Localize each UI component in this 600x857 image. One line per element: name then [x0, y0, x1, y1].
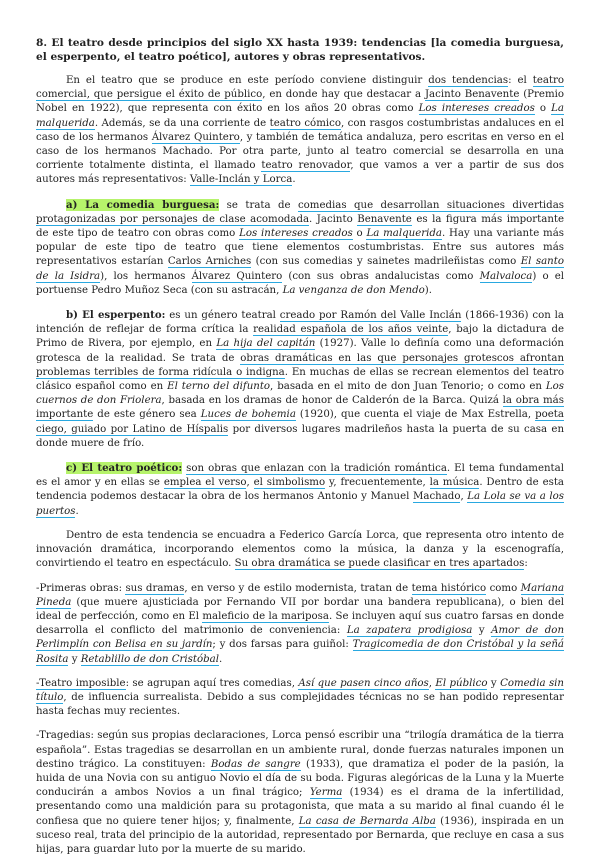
text: , que vamos a ver a partir de sus dos autores más representativos: [36, 160, 564, 186]
underlined-text: Jacinto Benavente [424, 89, 520, 101]
underlined-text: poeta ciego, guiado por Latino de Híspalis [36, 409, 564, 435]
underlined-text: teatro comercial, que persigue el éxito de público [36, 75, 565, 101]
text: es la figura más importante de este tipo de teatro con obras como [36, 213, 565, 240]
work-title: La casa de Bernarda Alba [298, 815, 436, 827]
text: por diversos lugares madrileños hasta la puerta de su casa en donde muere de frío. [36, 423, 565, 449]
underlined-text: creado por Ramón del Valle Inclán [279, 310, 462, 322]
text: . Además, se da una corriente de [94, 117, 270, 129]
text: , [246, 477, 254, 489]
underlined-text: Machado [412, 491, 461, 503]
teatro-imposible-paragraph [36, 677, 564, 720]
text: o [534, 103, 552, 115]
text: (con sus comedias y sainetes madrileñistas como [251, 256, 521, 268]
text: . Hay una variante más popular de este tipo de teatro que tiene elementos costumbristas. Entre sus autores más representativos estarían [36, 228, 564, 268]
text: ). [424, 284, 432, 296]
underlined-text: la música [429, 477, 480, 489]
work-title: La Lola se va a los puertos [36, 491, 564, 517]
primeras-obras-paragraph [36, 582, 564, 667]
intro-paragraph [36, 74, 564, 188]
text: como [486, 582, 521, 594]
text: (Premio Nobel en 1922), que representa con éxito en los años 20 obras como [36, 89, 564, 115]
work-title: El terno del difunto [167, 381, 271, 393]
text: , basada en los dramas de honor de Calderón de la Barca. Quizá [161, 395, 503, 407]
underlined-text: Carlos Arniches [167, 256, 252, 268]
text: . Se incluyen aquí sus cuatro farsas en donde desarrolla el conflicto del matrimonio de conveniencia: [36, 610, 564, 637]
text: ), los hermanos [100, 270, 192, 282]
text: (1927). Valle lo definía como una deformación grotesca de la realidad. Se trata de [36, 338, 564, 364]
text: , de influencia surrealista. Debido a sus complejidades técnicas no se han podido representar hasta fechas muy recientes. [36, 691, 564, 718]
underlined-text: Álvarez Quintero [151, 131, 240, 143]
text: Dentro de esta tendencia se encuadra a Federico García Lorca, que representa otro intento de innovación dramática, incorporando elementos como la música, la danza y la escenografía, convirtiendo el teatro en espectáculo. [36, 529, 564, 570]
work-title: Los intereses creados [239, 228, 353, 240]
text: -Primeras obras: [36, 582, 126, 594]
underlined-text: -Teatro imposible [36, 677, 126, 689]
work-title: Bodas de sangre [210, 758, 301, 770]
underlined-text: realidad española de los años veinte [253, 324, 449, 336]
underlined-text: son obras que enlazan con la tradición romántica [186, 463, 447, 475]
underlined-text: comedias que desarrollan situaciones divertidas protagonizadas por personajes de clase acomodada [36, 199, 565, 225]
text: . Dentro de esta tendencia podemos destacar la obra de los hermanos Antonio y Manuel [36, 477, 564, 503]
work-title: Yerma [309, 787, 343, 799]
text: (1933), que dramatiza el poder de la pasión, la huida de una Novia con su antiguo Novio el día de su boda. Figuras alegóricas de la Luna y la Muerte conducirán a ambos Novios a un final trágico; [36, 758, 564, 799]
text: se trata de [219, 199, 298, 211]
text: , basada en el mito de don Juan Tenorio; o como en [270, 381, 546, 393]
work-title: Malvaloca [479, 270, 533, 282]
work-title: El santo de la Isidra [36, 256, 564, 282]
text: , [460, 491, 468, 503]
underlined-text: Álvarez Quintero [191, 270, 283, 282]
text: (con sus obras andalucistas como [282, 270, 480, 282]
text: y [487, 677, 501, 689]
underlined-text: emplea el verso [163, 477, 247, 489]
tragedias-paragraph [36, 729, 564, 857]
text: (1934) es el drama de la infertilidad, presentando como una maldición para su protagonista, que mata a su marido al final cuando él le confiesa que no quiere tener hijos; y, finalmente, [36, 787, 564, 827]
underlined-text: la obra más importante [36, 395, 564, 421]
text: (1920), que cuenta el viaje de Max Estrella, [295, 409, 536, 421]
text: es un género teatral [165, 310, 280, 322]
text: , [428, 677, 436, 689]
text: . El tema fundamental es el amor y en ellas se [36, 463, 564, 489]
underlined-text: obras dramáticas en las que personajes grotescos afrontan problemas terribles de forma ridícula o indigna [36, 352, 565, 378]
work-title: Así que pasen cinco años [298, 677, 429, 689]
work-title: Luces de bohemia [200, 409, 296, 421]
text: , en verso y de estilo modernista, tratan de [184, 582, 412, 594]
text: : [524, 558, 528, 570]
work-title: La hija del capitán [216, 338, 316, 350]
section-heading: 8. El teatro desde principios del siglo XX hasta 1939: tendencias [la comedia burguesa, el esperpento, el teatro poético], autores y obras representativos. [36, 37, 564, 63]
work-title: Los cuernos de don Friolera [36, 381, 565, 407]
underlined-text: tema histórico [411, 582, 487, 594]
work-title: Mariana Pineda [36, 582, 565, 608]
poetico-paragraph [36, 461, 564, 519]
work-title: Tragicomedia de don Cristóbal y la señá Rosita [36, 639, 564, 665]
text: . [292, 174, 296, 186]
text: . [75, 505, 79, 517]
text: ; y dos farsas para guiñol: [212, 639, 353, 651]
text: y, frecuentemente, [325, 477, 430, 489]
work-title: La malquerida [36, 103, 564, 129]
text: : se agrupan aquí tres comedias, [125, 677, 299, 689]
esperpento-paragraph [36, 308, 564, 451]
work-title: El público [435, 677, 488, 689]
text: (1936), inspirada en un suceso real, trata del principio de la autoridad, representado por Bernarda, que recluye en casa a sus hijas, para guardar luto por la muerte de su marido. [36, 815, 564, 855]
underlined-text: dos tendencias [428, 75, 509, 86]
work-title: La venganza de don Mendo [282, 284, 425, 296]
underlined-text: Valle-Inclán y Lorca [189, 174, 293, 186]
text: En el teatro que se produce en este período conviene distinguir [66, 75, 429, 86]
underlined-text: Benavente [357, 213, 412, 225]
underlined-text: el simbolismo [253, 477, 326, 489]
text: . Jacinto [309, 213, 358, 225]
text: -Tragedias: según sus propias declaraciones, Lorca pensó escribir una “trilogía dramática de la tierra española”. Estas tragedias se desarrollan en un ambiente rural, donde fuerzas naturales imponen un destino trágico. La constituyen: [36, 730, 564, 770]
highlighted-label: a) La comedia burguesa: [66, 198, 220, 211]
text: y [472, 625, 492, 637]
text: : el [508, 75, 533, 86]
bold-label: b) El esperpento: [66, 309, 166, 322]
highlighted-label: c) El teatro poético: [66, 462, 183, 475]
work-title: Comedia sin título [36, 677, 564, 703]
lorca-paragraph [36, 529, 564, 572]
text: (1866-1936) con la intención de reflejar de forma crítica la [36, 310, 564, 336]
text: de este género sea [93, 409, 201, 421]
work-title: Los intereses creados [418, 103, 535, 115]
work-title: Amor de don Perlimplín con Belisa en su jardín [36, 625, 564, 651]
text: , con rasgos costumbristas andaluces en el caso de los hermanos [36, 117, 564, 143]
underlined-text: teatro renovador [261, 160, 351, 172]
text: . [218, 653, 223, 665]
work-title: Retablillo de don Cristóbal [80, 653, 219, 665]
underlined-text: sus dramas [125, 582, 185, 594]
underlined-text: teatro cómico [269, 117, 341, 129]
text: , bajo la dictadura de Primo de Rivera, por ejemplo, en [36, 324, 564, 350]
text: (que muere ajusticiada por Fernando VII por bordar una bandera republicana), o bien del ideal de perfección, como en El [36, 596, 564, 622]
text: . En muchas de ellas se recrean elementos del teatro clásico español como en [36, 366, 564, 393]
text: , y también de temática andaluza, pero escritas en verso en el caso de los hermanos Machado. Por otra parte, junto al teatro comercial se desarrolla en una corriente totalmente distinta, el llamado [36, 131, 564, 172]
underlined-text: Su obra dramática se puede clasificar en tres apartados [234, 558, 525, 570]
comedia-paragraph [36, 198, 564, 298]
text: o [352, 228, 367, 240]
work-title: La malquerida [366, 228, 442, 240]
text: ) o el portuense Pedro Muñoz Seca (con su astracán, [36, 270, 565, 296]
underlined-text: maleficio de la mariposa [202, 610, 329, 622]
text: y [68, 653, 81, 665]
text: , en donde hay que destacar a [262, 89, 425, 101]
work-title: La zapatera prodigiosa [346, 625, 473, 637]
